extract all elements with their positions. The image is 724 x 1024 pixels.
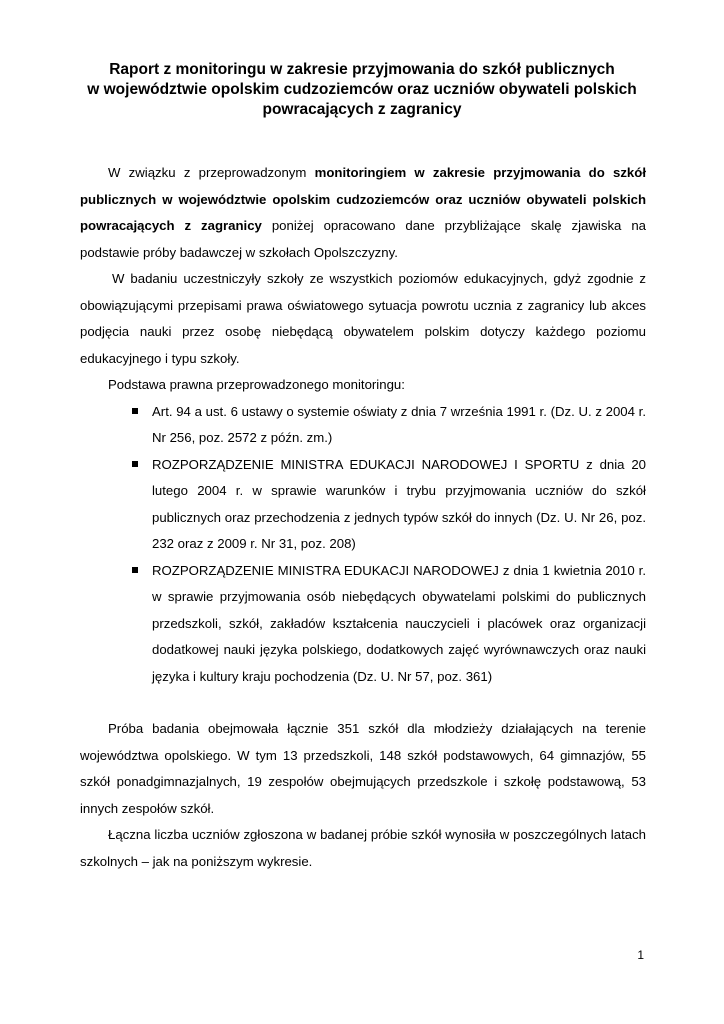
legal-basis-heading: Podstawa prawna przeprowadzonego monitoringu: (108, 377, 405, 392)
title-line-2: w województwie opolskim cudzoziemców oraz uczniów obywateli polskich (87, 81, 637, 98)
intro-rest: poniżej opracowano dane przybliżające skalę zjawiska na podstawie próby badawczej w szkołach Opolszczyzny. (80, 218, 646, 260)
square-bullet-icon (132, 461, 138, 467)
paragraph-intro (80, 160, 646, 266)
intro-lead: W związku z przeprowadzonym (108, 165, 315, 180)
square-bullet-icon (132, 408, 138, 414)
list-item (152, 452, 646, 558)
spacer (80, 690, 646, 716)
list-item (152, 399, 646, 452)
legal-basis-item-1: Art. 94 a ust. 6 ustawy o systemie oświaty z dnia 7 września 1991 r. (Dz. U. z 2004 r. Nr 256, poz. 2572 z późn. zm.) (152, 403, 646, 445)
paragraph-participants: W badaniu uczestniczyły szkoły ze wszystkich poziomów edukacyjnych, gdyż zgodnie z obowiązującymi przepisami prawa oświatowego sytuacja powrotu ucznia z zagranicy lub akces podjęcia nauki przez osobę niebędącą obywatelem polskim dotyczy każdego poziomu edukacyjnego i typu szkoły. (80, 271, 646, 366)
square-bullet-icon (132, 567, 138, 573)
paragraph-students: Łączna liczba uczniów zgłoszona w badanej próbie szkół wynosiła w poszczególnych latach szkolnych – jak na poniższym wykresie. (80, 827, 646, 869)
paragraph-sample: Próba badania obejmowała łącznie 351 szkół dla młodzieży działających na terenie województwa opolskiego. W tym 13 przedszkoli, 148 szkół podstawowych, 64 gimnazjów, 55 szkół ponadgimnazjalnych, 19 zespołów obejmujących przedszkole i szkołę podstawową, 53 innych zespołów szkół. (80, 721, 646, 816)
list-item (152, 558, 646, 691)
document-title (60, 60, 664, 120)
title-line-3: powracających z zagranicy (262, 101, 462, 118)
legal-basis-item-2: ROZPORZĄDZENIE MINISTRA EDUKACJI NARODOWEJ I SPORTU z dnia 20 lutego 2004 r. w sprawie warunków i trybu przyjmowania uczniów do szkół publicznych oraz przechodzenia z jednych typów szkół do innych (Dz. U. Nr 26, poz. 232 oraz z 2009 r. Nr 31, poz. 208) (152, 456, 646, 551)
legal-basis-list (80, 399, 646, 691)
intro-bold: monitoringiem w zakresie przyjmowania do szkół publicznych w województwie opolskim cudzoziemców oraz uczniów obywateli polskich powracających z zagranicy (80, 165, 646, 233)
title-line-1: Raport z monitoringu w zakresie przyjmowania do szkół publicznych (109, 61, 615, 78)
document-body (80, 160, 646, 875)
legal-basis-item-3: ROZPORZĄDZENIE MINISTRA EDUKACJI NARODOWEJ z dnia 1 kwietnia 2010 r. w sprawie przyjmowania osób niebędących obywatelami polskimi do publicznych przedszkoli, szkół, zakładów kształcenia nauczycieli i placówek oraz organizacji dodatkowej nauki języka polskiego, dodatkowych zajęć wyrównawczych oraz nauki języka i kultury kraju pochodzenia (Dz. U. Nr 57, poz. 361) (152, 562, 646, 684)
page-number: 1 (637, 948, 644, 962)
